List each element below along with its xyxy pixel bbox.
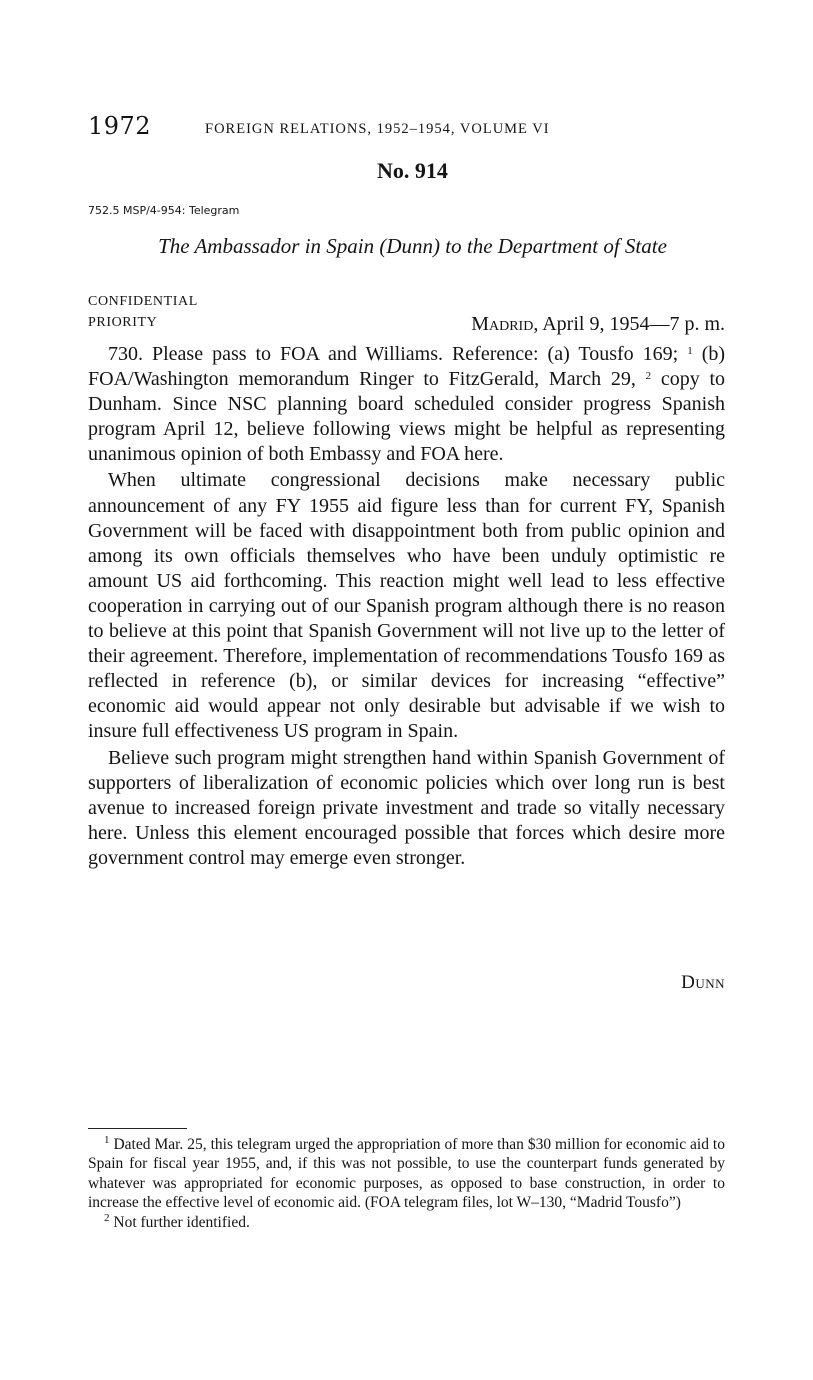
- source-note: 752.5 MSP/4-954: Telegram: [88, 204, 240, 217]
- place: Madrid,: [471, 313, 539, 335]
- classification-block: [88, 291, 198, 333]
- date: April 9, 1954—7 p. m.: [538, 313, 725, 335]
- footnote-2-text: Not further identified.: [109, 1213, 250, 1231]
- body-paragraph-1: [88, 342, 725, 467]
- document-number: No. 914: [377, 158, 448, 183]
- footnote-ref-1[interactable]: 1: [687, 345, 693, 357]
- body-p1-part-a: 730. Please pass to FOA and Williams. Reference: (a) Tousfo 169;: [108, 343, 679, 365]
- footnotes: [88, 1135, 725, 1232]
- body-paragraph-3: Believe such program might strengthen hand within Spanish Government of supporters of liberalization of economic policies which over long run is best avenue to increased foreign private investment and trade so vitally necessary here. Unless this element encouraged possible that forces which desire more government control may emerge even stronger.: [88, 746, 725, 869]
- footnote-2: [88, 1213, 725, 1232]
- footnote-divider: [88, 1128, 187, 1129]
- footnote-1-mark: 1: [104, 1134, 110, 1146]
- page-number: 1972: [88, 112, 152, 140]
- footnote-2-mark: 2: [104, 1211, 110, 1224]
- running-head: FOREIGN RELATIONS, 1952–1954, VOLUME VI: [205, 121, 550, 137]
- classification-label: CONFIDENTIAL: [88, 294, 198, 309]
- document-title: The Ambassador in Spain (Dunn) to the Department of State: [158, 234, 667, 258]
- telegram-body: [88, 342, 725, 872]
- body-p1-part-b: (b) FOA/Washington memorandum Ringer to FitzGerald, March 29,: [88, 343, 726, 391]
- precedence-label: PRIORITY: [88, 315, 158, 330]
- signature: Dunn: [681, 972, 725, 993]
- footnote-ref-2[interactable]: 2: [645, 370, 652, 383]
- footnote-1-text: Dated Mar. 25, this telegram urged the appropriation of more than $30 million for economic aid to Spain for fiscal year 1955, and, if this was not possible, to use the counterpart funds generated by whatever was appropriated for economic purposes, as opposed to base construction, in order to increase the effective level of economic aid. (FOA telegram files, lot W–130, “Madrid Tousfo”): [88, 1136, 725, 1212]
- place-date-line: [471, 313, 725, 336]
- body-paragraph-2: When ultimate congressional decisions make necessary public announcement of any FY 1955 aid figure less than for current FY, Spanish Government will be faced with disappointment both from public opinion and among its own officials themselves who have been unduly optimistic re amount US aid forthcoming. This reaction might well lead to less effective cooperation in carrying out of our Spanish program although there is no reason to believe at this point that Spanish Government will not live up to the letter of their agreement. Therefore, implementation of recommendations Tousfo 169 as reflected in reference (b), or similar devices for increasing “effective” economic aid would appear not only desirable but advisable if we wish to insure full effectiveness US program in Spain.: [88, 469, 725, 743]
- body-p1-part-c: copy to Dunham. Since NSC planning board scheduled consider progress Spanish program April 12, believe following views might be helpful as representing unanimous opinion of both Embassy and FOA here.: [88, 368, 726, 466]
- footnote-1: [88, 1135, 725, 1213]
